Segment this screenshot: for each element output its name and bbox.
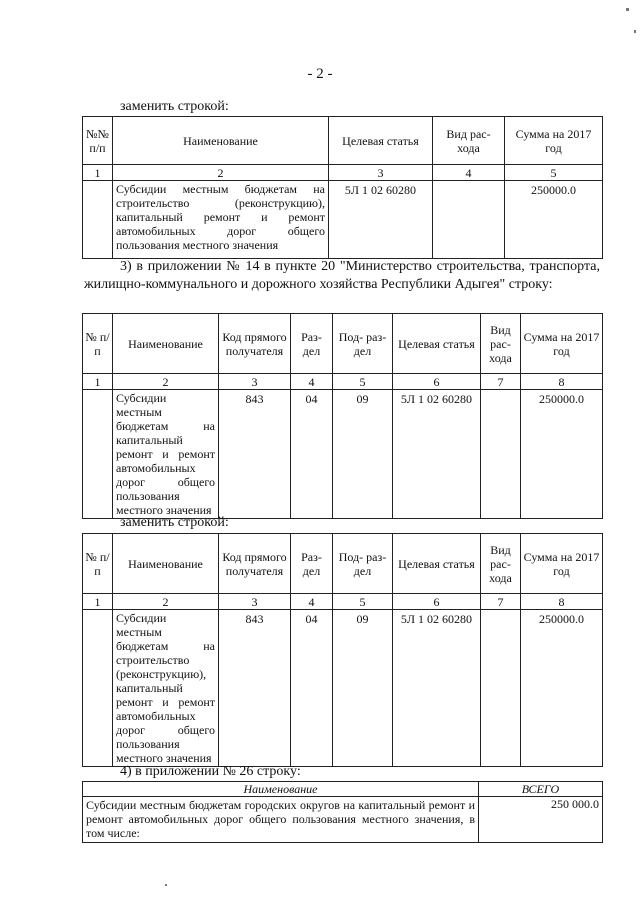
row-subsection-cell: 09 [333,610,393,767]
index-cell: 5 [333,594,393,610]
row-sum-cell: 250000.0 [521,390,603,519]
header-kind: Вид рас- хода [433,117,505,165]
header-number: № п/п [83,534,113,594]
header-name: Наименование [113,117,329,165]
replace-label-2: заменить строкой: [120,515,229,530]
scan-dot [626,8,629,11]
header-name: Наименование [113,314,219,374]
header-article: Целевая статья [329,117,433,165]
header-number: № п/п [83,314,113,374]
index-cell: 1 [83,594,113,610]
header-recipient-code: Код прямого получателя [219,534,291,594]
row-number-cell [83,610,113,767]
table-index-row [83,594,603,610]
index-cell: 2 [113,594,219,610]
table-row [83,610,603,767]
table-row [83,390,603,519]
table-row [83,181,603,259]
row-kind-cell [433,181,505,259]
header-subsection: Под- раз- дел [333,314,393,374]
row-kind-cell [481,610,521,767]
header-kind: Вид рас- хода [481,534,521,594]
scan-dot [165,884,167,886]
table-appendix-26 [82,781,603,843]
header-sum: Сумма на 2017 год [521,314,603,374]
header-article: Целевая статья [393,314,481,374]
table-header-row [83,117,603,165]
row-section-cell: 04 [291,390,333,519]
row-article-cell: 5Л 1 02 60280 [393,390,481,519]
index-cell: 1 [83,374,113,390]
index-cell: 6 [393,594,481,610]
row-article-cell: 5Л 1 02 60280 [329,181,433,259]
index-cell: 2 [113,165,329,181]
row-total-cell: 250 000.0 [479,797,603,843]
header-name: Наименование [113,534,219,594]
table-header-row [83,534,603,594]
index-cell: 6 [393,374,481,390]
row-sum-cell: 250000.0 [505,181,603,259]
header-section: Раз- дел [291,534,333,594]
paragraph-item-4: 4) в приложении № 26 строку: [120,764,301,779]
index-cell: 2 [113,374,219,390]
table-header-row [83,314,603,374]
table-index-row [83,165,603,181]
row-section-cell: 04 [291,610,333,767]
header-kind: Вид рас- хода [481,314,521,374]
header-sum: Сумма на 2017 год [521,534,603,594]
index-cell: 8 [521,594,603,610]
row-name-cell: Субсидии местным бюджетам городских округов на капитальный ремонт и ремонт автомобильных дорог общего пользования местного значения, в том числе: [83,797,479,843]
index-cell: 3 [219,374,291,390]
header-recipient-code: Код прямого получателя [219,314,291,374]
table-replacement-2 [82,533,603,767]
index-cell: 4 [291,594,333,610]
row-sum-cell: 250000.0 [521,610,603,767]
table-index-row [83,374,603,390]
row-number-cell [83,181,113,259]
header-total: ВСЕГО [479,782,603,797]
row-name-cell: Субсидии местным бюджетам на строительство (реконструкцию), капитальный ремонт и ремонт автомобильных дорог общего пользования местного значения [113,610,219,767]
header-name: Наименование [83,782,479,797]
header-subsection: Под- раз- дел [333,534,393,594]
row-code-cell: 843 [219,390,291,519]
row-name-cell: Субсидии местным бюджетам на строительство (реконструкцию), капитальный ремонт и ремонт автомобильных дорог общего пользования местного значения [113,181,329,259]
page-number: - 2 - [307,66,333,82]
index-cell: 8 [521,374,603,390]
header-sum: Сумма на 2017 год [505,117,603,165]
index-cell: 5 [505,165,603,181]
row-subsection-cell: 09 [333,390,393,519]
index-cell: 3 [219,594,291,610]
header-number: №№ п/п [83,117,113,165]
table-header-row [83,782,603,797]
row-name-cell: Субсидии местным бюджетам на капитальный ремонт и ремонт автомобильных дорог общего пользования местного значения [113,390,219,519]
header-section: Раз- дел [291,314,333,374]
index-cell: 1 [83,165,113,181]
table-row [83,797,603,843]
header-article: Целевая статья [393,534,481,594]
scan-dot [634,30,636,33]
index-cell: 3 [329,165,433,181]
index-cell: 7 [481,374,521,390]
row-number-cell [83,390,113,519]
paragraph-item-3: 3) в приложении № 14 в пункте 20 "Министерство строительства, транспорта, жилищно-коммунального и дорожного хозяйства Республики Адыгея" строку: [84,259,600,292]
table-replacement-1 [82,116,603,259]
row-kind-cell [481,390,521,519]
replace-label-1: заменить строкой: [120,99,229,114]
row-article-cell: 5Л 1 02 60280 [393,610,481,767]
table-original-row [82,313,603,519]
index-cell: 4 [433,165,505,181]
index-cell: 5 [333,374,393,390]
row-code-cell: 843 [219,610,291,767]
index-cell: 4 [291,374,333,390]
index-cell: 7 [481,594,521,610]
